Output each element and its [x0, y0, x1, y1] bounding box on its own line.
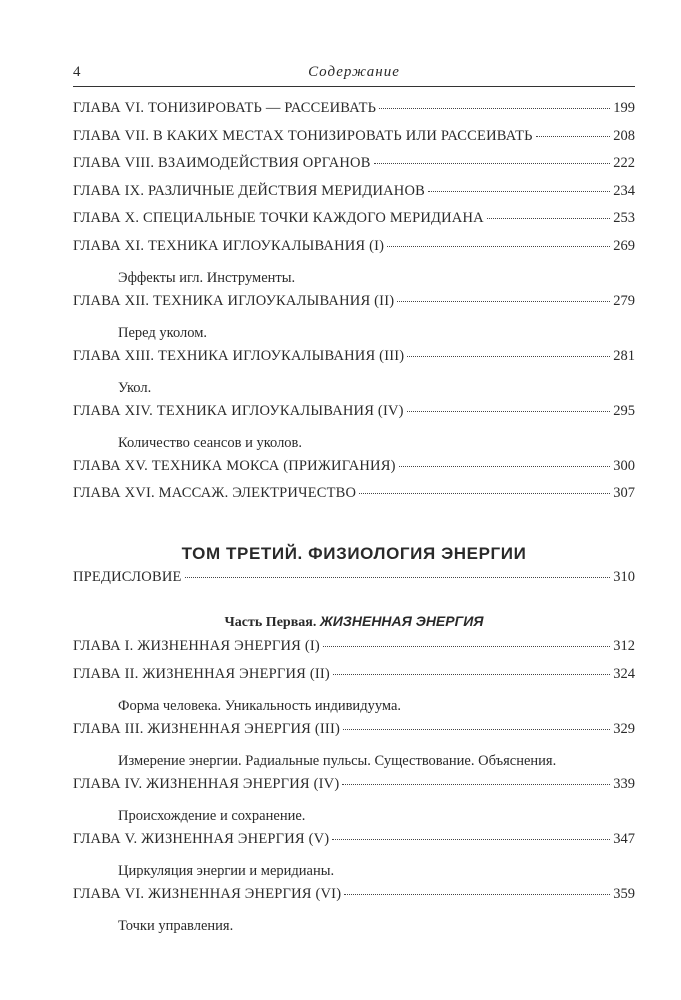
toc-entry-page: 295	[613, 402, 635, 419]
toc-entry[interactable]	[73, 666, 635, 694]
dot-leader	[323, 645, 610, 647]
running-title: Содержание	[308, 64, 400, 80]
toc-entry-page: 222	[613, 155, 635, 171]
part-title	[73, 608, 635, 634]
toc-entry-label: ГЛАВА XV. ТЕХНИКА МОКСА (ПРИЖИГАНИЯ)	[73, 457, 396, 474]
dot-leader	[428, 190, 610, 192]
toc-entry[interactable]	[73, 348, 635, 376]
toc-entry-label: ГЛАВА II. ЖИЗНЕННАЯ ЭНЕРГИЯ (II)	[73, 665, 330, 682]
dot-leader	[359, 492, 610, 494]
toc-entry[interactable]	[73, 238, 635, 266]
toc-entry-page: 208	[613, 127, 635, 144]
toc-entry[interactable]	[73, 128, 635, 156]
toc-entry-label: ГЛАВА VIII. ВЗАИМОДЕЙСТВИЯ ОРГАНОВ	[73, 155, 371, 171]
dot-leader	[407, 410, 611, 412]
toc-entry-page: 234	[613, 182, 635, 199]
dot-leader	[333, 673, 610, 675]
toc-entry-label: ГЛАВА XIII. ТЕХНИКА ИГЛОУКАЛЫВАНИЯ (III)	[73, 347, 405, 364]
page-header	[73, 64, 635, 87]
toc-entry-page: 310	[613, 568, 635, 585]
toc-entry[interactable]	[73, 638, 635, 666]
page-number: 4	[73, 64, 81, 80]
toc-entry[interactable]	[73, 831, 635, 859]
part-name: ЖИЗНЕННАЯ ЭНЕРГИЯ	[319, 613, 484, 629]
toc-entry-label: ГЛАВА XIV. ТЕХНИКА ИГЛОУКАЛЫВАНИЯ (IV)	[73, 402, 404, 419]
toc-entry-label: ГЛАВА XVI. МАССАЖ. ЭЛЕКТРИЧЕСТВО	[73, 485, 357, 501]
dot-leader	[185, 576, 611, 578]
toc-entry-label: ГЛАВА X. СПЕЦИАЛЬНЫЕ ТОЧКИ КАЖДОГО МЕРИДИАНА	[73, 210, 484, 226]
toc-subentry: Форма человека. Уникальность индивидуума.	[118, 698, 402, 714]
toc-entry-label: ГЛАВА VI. ТОНИЗИРОВАТЬ — РАССЕИВАТЬ	[73, 100, 377, 116]
toc-entry-page: 300	[613, 457, 635, 474]
toc-subentry: Происхождение и сохранение.	[118, 808, 306, 824]
toc-entry-label: ГЛАВА IX. РАЗЛИЧНЫЕ ДЕЙСТВИЯ МЕРИДИАНОВ	[73, 182, 425, 199]
toc-subentry: Перед уколом.	[118, 325, 208, 341]
toc-entry-page: 199	[613, 100, 635, 116]
toc-entry[interactable]	[73, 155, 635, 183]
table-of-contents	[73, 100, 635, 941]
toc-entry[interactable]	[73, 458, 635, 486]
toc-entry-label: ГЛАВА IV. ЖИЗНЕННАЯ ЭНЕРГИЯ (IV)	[73, 775, 340, 792]
dot-leader	[343, 728, 610, 730]
toc-entry-label: ГЛАВА V. ЖИЗНЕННАЯ ЭНЕРГИЯ (V)	[73, 830, 330, 847]
dot-leader	[487, 217, 610, 219]
toc-entry-page: 253	[613, 210, 635, 226]
toc-entry-page: 281	[613, 347, 635, 364]
toc-entry[interactable]	[73, 721, 635, 749]
part-prefix: Часть Первая.	[224, 615, 317, 630]
toc-entry-page: 279	[613, 292, 635, 309]
toc-subentry: Укол.	[118, 380, 152, 396]
toc-entry[interactable]	[73, 210, 635, 238]
toc-subentry: Эффекты игл. Инструменты.	[118, 270, 296, 286]
toc-block-volume-three	[73, 638, 635, 941]
toc-entry-label: ГЛАВА XII. ТЕХНИКА ИГЛОУКАЛЫВАНИЯ (II)	[73, 292, 395, 309]
dot-leader	[342, 783, 610, 785]
toc-entry-page: 339	[613, 775, 635, 792]
toc-entry-label: ГЛАВА VI. ЖИЗНЕННАЯ ЭНЕРГИЯ (VI)	[73, 885, 342, 902]
toc-entry-page: 312	[613, 638, 635, 654]
dot-leader	[332, 838, 610, 840]
toc-entry-preface[interactable]	[73, 569, 635, 597]
toc-block-volume-two	[73, 100, 635, 513]
dot-leader	[387, 245, 610, 247]
toc-entry-page: 347	[613, 830, 635, 847]
toc-entry[interactable]	[73, 293, 635, 321]
toc-entry-label: ГЛАВА I. ЖИЗНЕННАЯ ЭНЕРГИЯ (I)	[73, 638, 320, 654]
volume-title: ТОМ ТРЕТИЙ. ФИЗИОЛОГИЯ ЭНЕРГИИ	[181, 543, 527, 563]
dot-leader	[536, 135, 611, 137]
toc-entry-page: 269	[613, 237, 635, 254]
toc-entry-page: 329	[613, 720, 635, 737]
toc-entry[interactable]	[73, 776, 635, 804]
toc-subentry: Количество сеансов и уколов.	[118, 435, 303, 451]
toc-entry-label: ГЛАВА III. ЖИЗНЕННАЯ ЭНЕРГИЯ (III)	[73, 720, 341, 737]
toc-subentry: Циркуляция энергии и меридианы.	[118, 863, 335, 879]
toc-entry[interactable]	[73, 100, 635, 128]
toc-entry[interactable]	[73, 886, 635, 914]
toc-entry-page: 359	[613, 885, 635, 902]
dot-leader	[407, 355, 610, 357]
toc-subentry: Точки управления.	[118, 918, 234, 934]
toc-entry[interactable]	[73, 485, 635, 513]
dot-leader	[379, 107, 610, 109]
dot-leader	[344, 893, 610, 895]
toc-entry-page: 324	[613, 665, 635, 682]
dot-leader	[397, 300, 610, 302]
toc-entry-label: ГЛАВА XI. ТЕХНИКА ИГЛОУКАЛЫВАНИЯ (I)	[73, 237, 385, 254]
toc-entry-page: 307	[613, 485, 635, 501]
toc-entry-label: ПРЕДИСЛОВИЕ	[73, 568, 182, 585]
toc-subentry: Измерение энергии. Радиальные пульсы. Существование. Объяснения.	[118, 753, 557, 769]
toc-entry-label: ГЛАВА VII. В КАКИХ МЕСТАХ ТОНИЗИРОВАТЬ ИЛИ РАССЕИВАТЬ	[73, 127, 533, 144]
toc-entry[interactable]	[73, 183, 635, 211]
toc-entry[interactable]	[73, 403, 635, 431]
dot-leader	[374, 162, 611, 164]
dot-leader	[399, 465, 611, 467]
